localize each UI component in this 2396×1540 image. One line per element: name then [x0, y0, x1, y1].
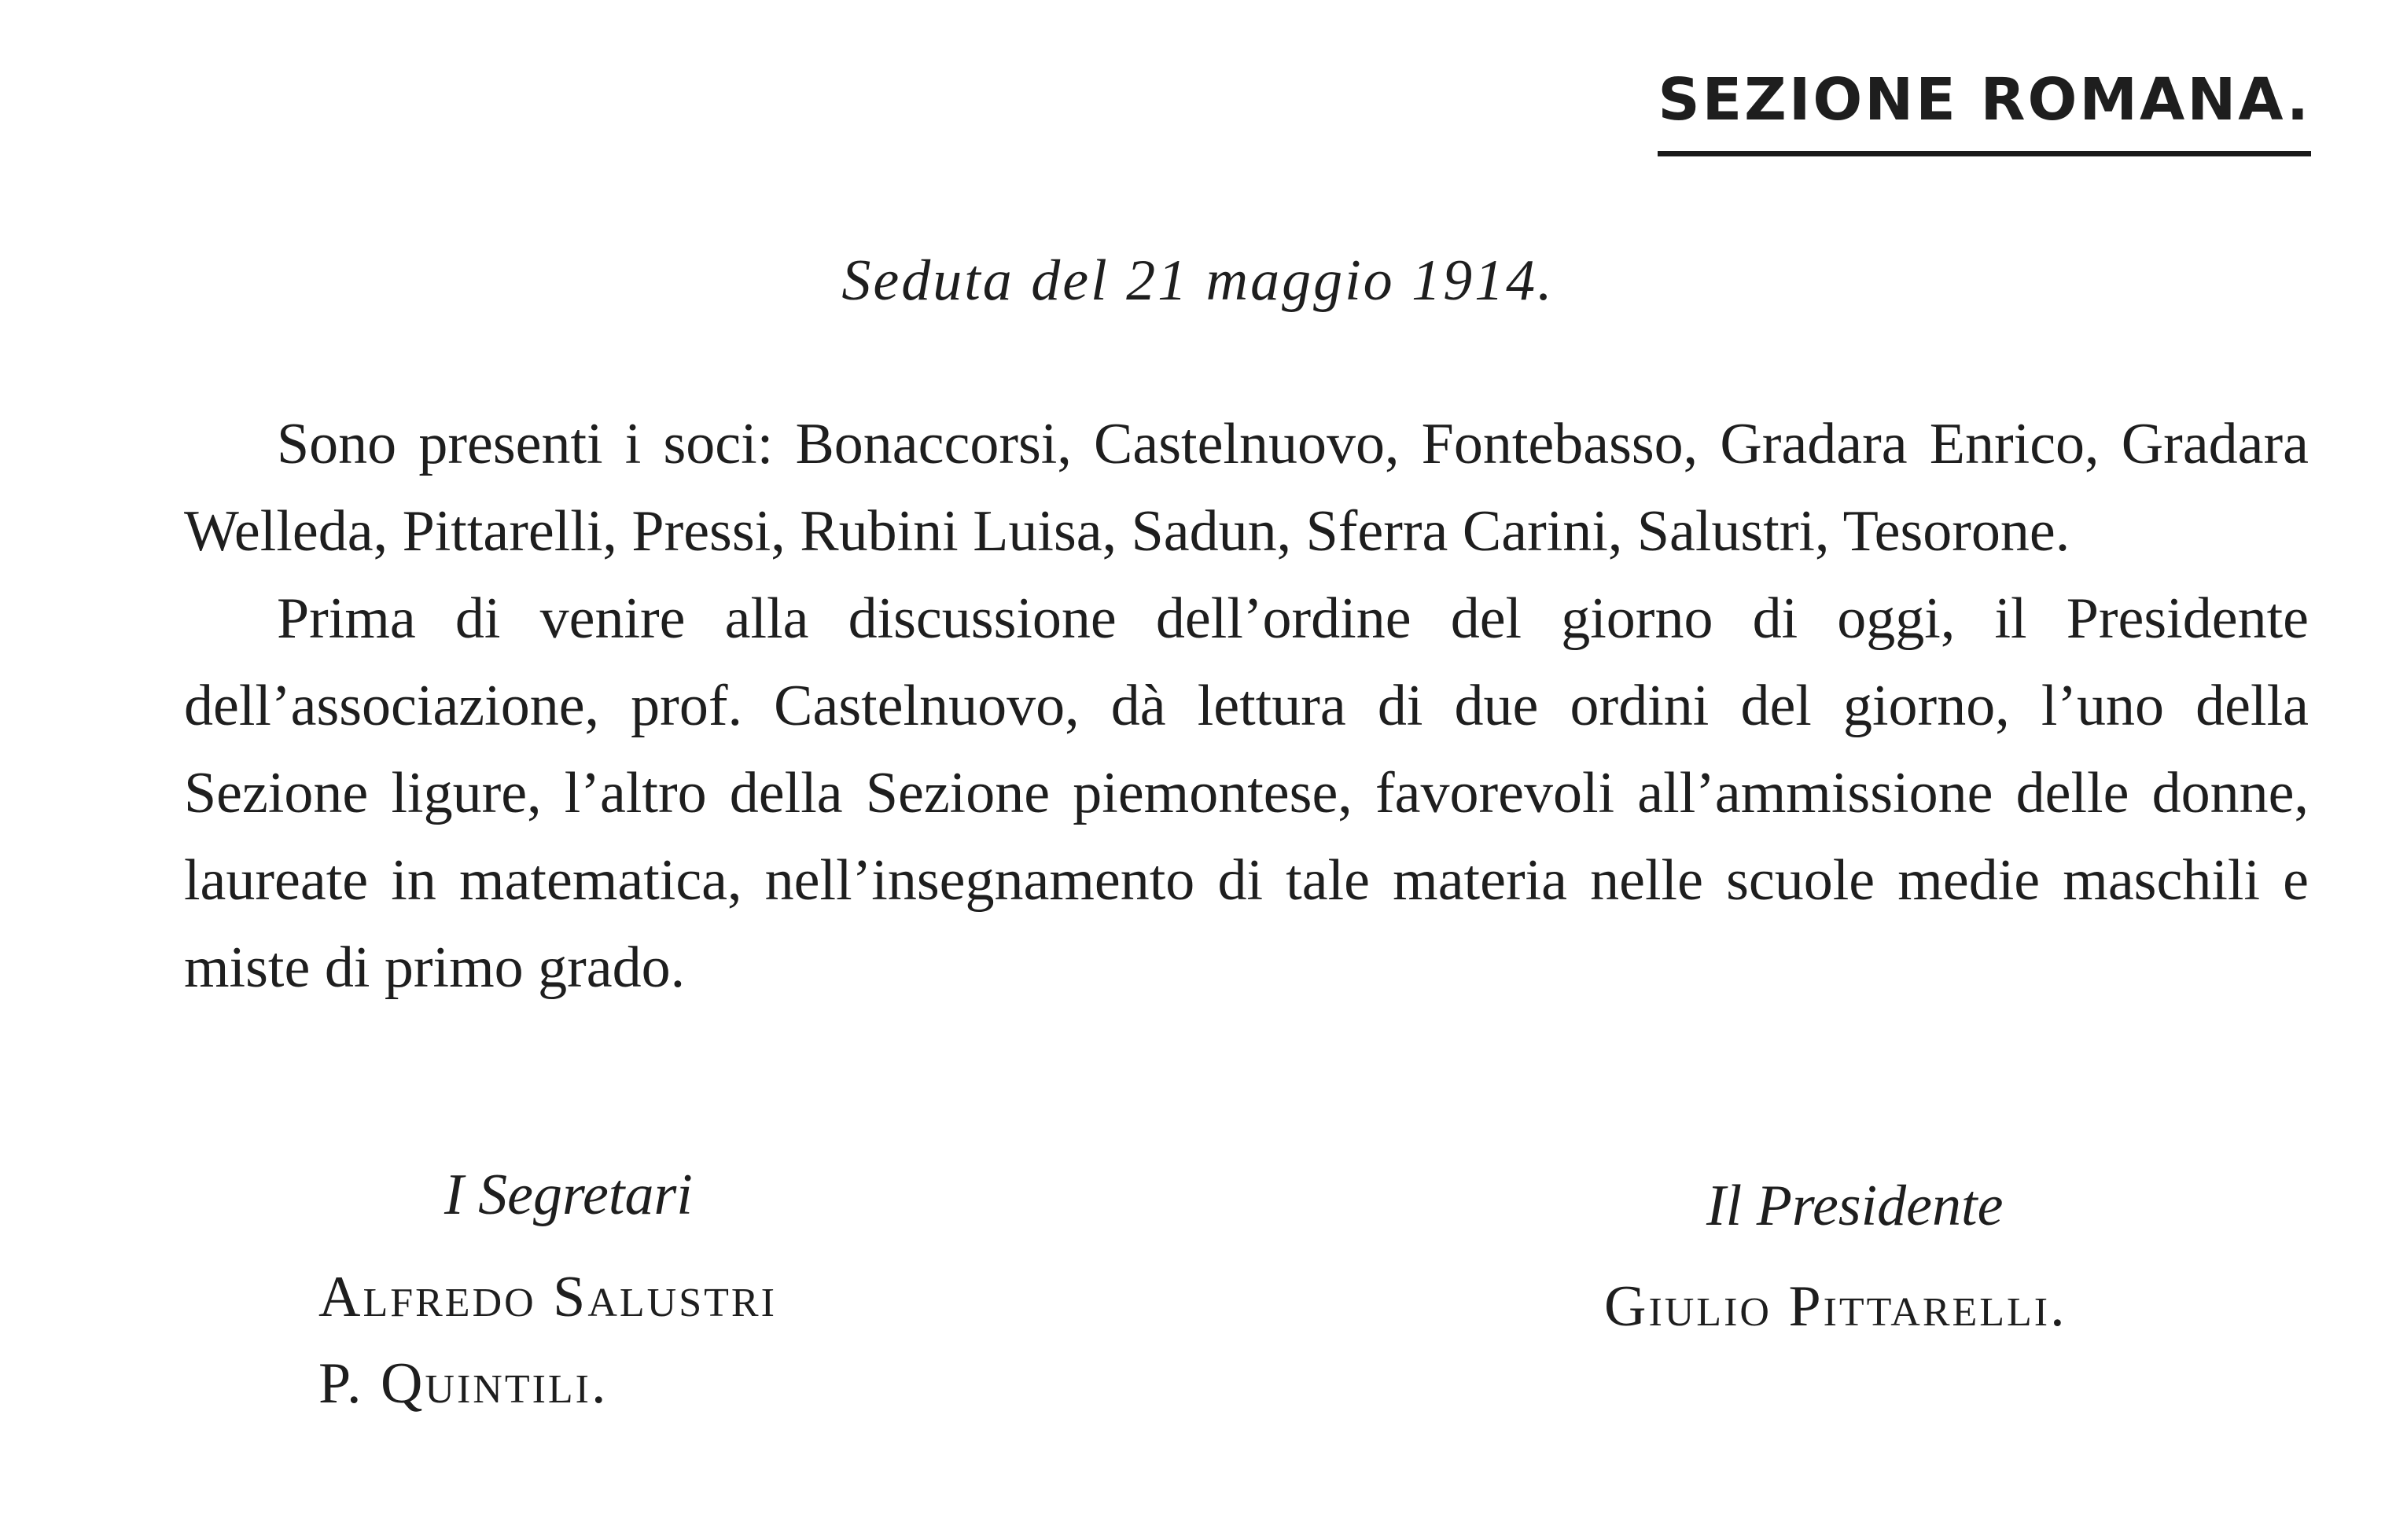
minutes-body: [184, 401, 2309, 1012]
session-title: Seduta del 21 maggio 1914.: [841, 248, 1555, 313]
attendees-paragraph: Sono presenti i soci: Bonaccorsi, Castelnuovo, Fontebasso, Gradara Enrico, Gradara Welleda, Pittarelli, Pressi, Rubini Luisa, Sadun, Sferra Carini, Salustri, Tesorone.: [184, 412, 2309, 564]
president-name: Giulio Pittarelli.: [1604, 1274, 2067, 1339]
discussion-paragraph: Prima di venire alla discussione dell’ordine del giorno di oggi, il Presidente dell’associazione, prof. Castelnuovo, dà lettura di due ordini del giorno, l’uno della Sezione ligure, l’altro della Sezione piemontese, favorevoli all’ammissione delle donne, laureate in matematica, nell’insegnamento di tale materia nelle scuole medie maschili e miste di primo grado.: [184, 586, 2309, 1000]
secretary-name: P. Quintili.: [318, 1351, 609, 1416]
section-title: SEZIONE ROMANA.: [1658, 71, 2311, 156]
president-heading: Il Presidente: [1706, 1174, 2004, 1238]
secretaries-heading: I Segretari: [444, 1163, 693, 1227]
secretary-name: Alfredo Salustri: [318, 1265, 777, 1329]
